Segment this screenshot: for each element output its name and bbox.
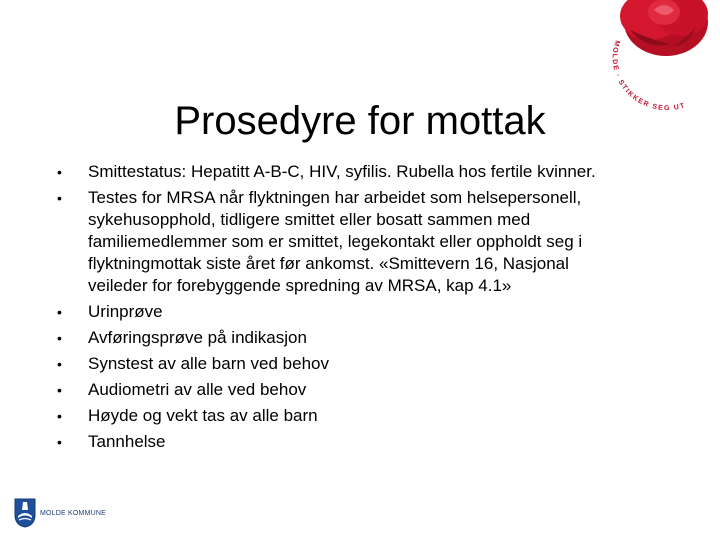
bullet-marker: • — [57, 382, 62, 398]
organization-name: MOLDE KOMMUNE — [40, 510, 106, 517]
list-item-text: Smittestatus: Hepatitt A-B-C, HIV, syfilis. Rubella hos fertile kvinner. — [88, 162, 596, 181]
list-item — [52, 161, 612, 183]
list-item — [52, 187, 612, 297]
bullet-list — [52, 161, 612, 457]
list-item-text: Høyde og vekt tas av alle barn — [88, 406, 318, 425]
bullet-marker: • — [57, 330, 62, 346]
list-item — [52, 431, 612, 453]
list-item — [52, 301, 612, 323]
rose-icon — [600, 0, 720, 112]
list-item-text: Avføringsprøve på indikasjon — [88, 328, 307, 347]
list-item — [52, 353, 612, 375]
coat-of-arms-icon — [14, 498, 36, 528]
rose-slogan: MOLDE · STIKKER SEG UT — [610, 39, 687, 112]
molde-rose-logo — [600, 0, 720, 112]
bullet-marker: • — [57, 190, 62, 206]
bullet-marker: • — [57, 434, 62, 450]
list-item-text: Urinprøve — [88, 302, 163, 321]
list-item-text: Tannhelse — [88, 432, 166, 451]
list-item — [52, 327, 612, 349]
molde-kommune-logo — [14, 498, 124, 530]
slide-title: Prosedyre for mottak — [174, 98, 546, 143]
list-item — [52, 405, 612, 427]
list-item-text: Synstest av alle barn ved behov — [88, 354, 329, 373]
list-item-text: Audiometri av alle ved behov — [88, 380, 307, 399]
list-item-text: Testes for MRSA når flyktningen har arbeidet som helsepersonell, sykehusopphold, tidligere smittet eller bosatt sammen med familiemedlemmer som er smittet, legekontakt eller oppholdt seg i flyktningmottak siste året før ankomst. «Smittevern 16, Nasjonal veileder for forebyggende spredning av MRSA, kap 4.1» — [88, 188, 583, 295]
bullet-marker: • — [57, 408, 62, 424]
list-item — [52, 379, 612, 401]
bullet-marker: • — [57, 356, 62, 372]
bullet-marker: • — [57, 164, 62, 180]
bullet-marker: • — [57, 304, 62, 320]
